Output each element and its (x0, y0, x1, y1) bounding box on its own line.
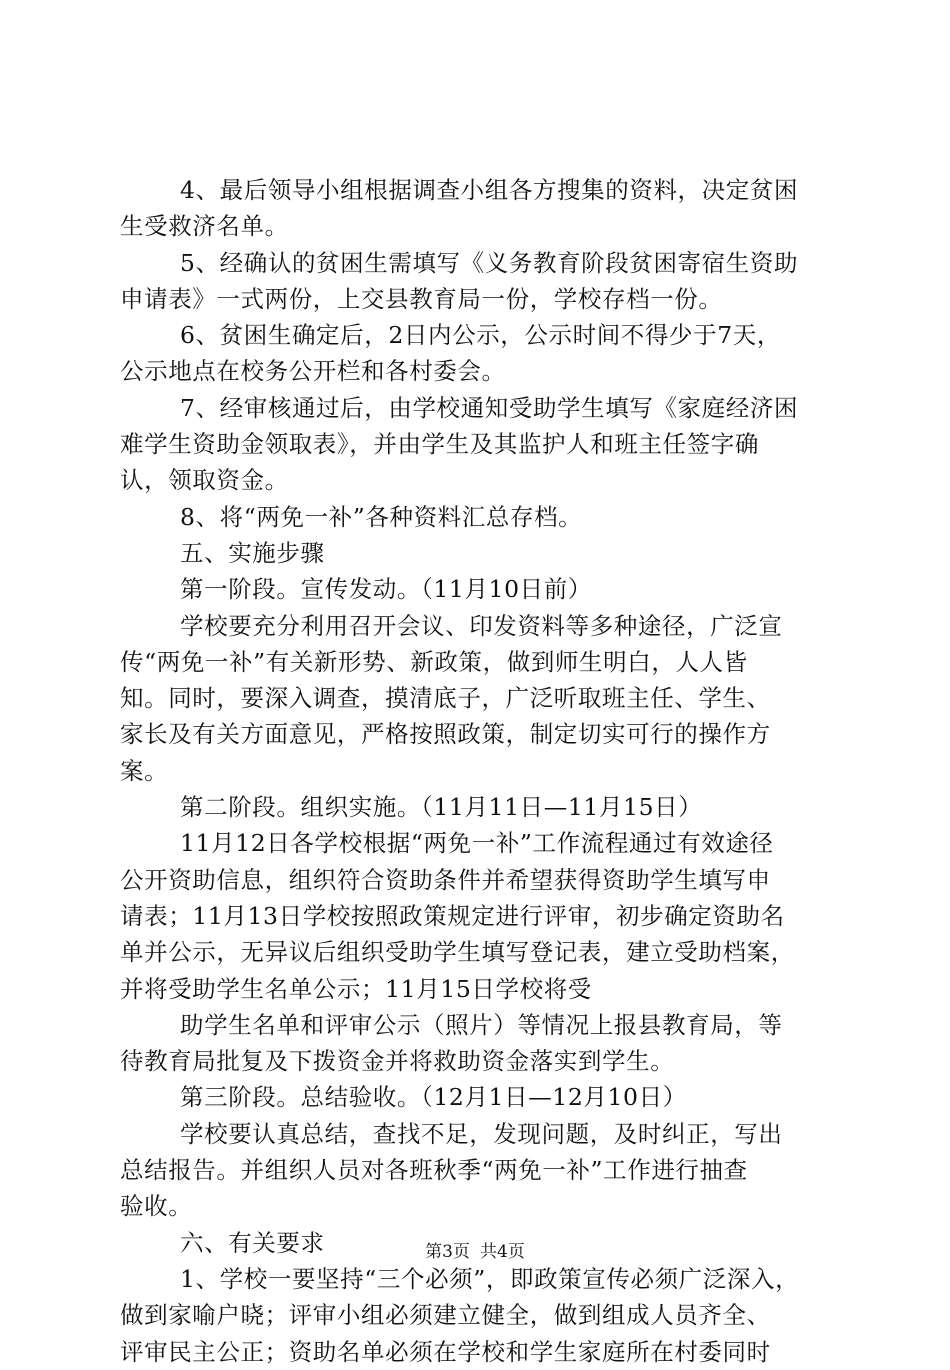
text-line: 评审民主公正；资助名单必须在学校和学生家庭所在村委同时 (120, 1337, 771, 1366)
text-line: 单并公示，无异议后组织受助学生填写登记表，建立受助档案， (120, 938, 795, 967)
text-line: 助学生名单和评审公示（照片）等情况上报县教育局，等 (180, 1010, 783, 1039)
text-line: 公示地点在校务公开栏和各村委会。 (120, 357, 506, 386)
text-line: 第三阶段。总结验收。（12月1日—12月10日） (180, 1083, 687, 1112)
text-line: 第二阶段。组织实施。（11月11日—11月15日） (180, 793, 703, 822)
text-line: 传“两免一补”有关新形势、新政策，做到师生明白，人人皆 (120, 647, 748, 676)
text-line: 家长及有关方面意见，严格按照政策，制定切实可行的操作方 (120, 720, 771, 749)
text-line: 请表；11月13日学校按照政策规定进行评审，初步确定资助名 (120, 901, 785, 930)
text-line: 5、经确认的贫困生需填写《义务教育阶段贫困寄宿生资助 (180, 248, 799, 277)
page-footer (0, 1240, 950, 1264)
text-line: 并将受助学生名单公示；11月15日学校将受 (120, 974, 592, 1003)
text-line: 7、经审核通过后，由学校通知受助学生填写《家庭经济困 (180, 393, 799, 422)
text-line: 第一阶段。宣传发动。（11月10日前） (180, 575, 592, 604)
page-total: 共4页 (480, 1242, 525, 1262)
text-line: 待教育局批复及下拨资金并将救助资金落实到学生。 (120, 1047, 675, 1076)
text-line: 总结报告。并组织人员对各班秋季“两免一补”工作进行抽查 (120, 1156, 748, 1185)
page-number: 第3页 (425, 1242, 470, 1262)
text-line: 六、有关要求 (180, 1228, 325, 1257)
text-line: 做到家喻户晓；评审小组必须建立健全，做到组成人员齐全、 (120, 1301, 771, 1330)
text-line: 申请表》一式两份，上交县教育局一份，学校存档一份。 (120, 284, 723, 313)
text-line: 验收。 (120, 1192, 193, 1221)
text-line: 学校要充分利用召开会议、印发资料等多种途径，广泛宣 (180, 611, 783, 640)
document-body (120, 172, 832, 1370)
text-line: 认，领取资金。 (120, 466, 289, 495)
text-line: 知。同时，要深入调查，摸清底子，广泛听取班主任、学生、 (120, 684, 771, 713)
text-line: 难学生资助金领取表》，并由学生及其监护人和班主任签字确 (120, 430, 759, 459)
text-line: 生受救济名单。 (120, 212, 289, 241)
text-line: 11月12日各学校根据“两免一补”工作流程通过有效途径 (180, 829, 774, 858)
text-line: 案。 (120, 756, 169, 785)
text-line: 4、最后领导小组根据调查小组各方搜集的资料，决定贫困 (180, 176, 799, 204)
text-line: 8、将“两免一补”各种资料汇总存档。 (180, 502, 583, 531)
text-line: 1、学校一要坚持“三个必须”，即政策宣传必须广泛深入， (180, 1264, 800, 1293)
text-line: 学校要认真总结，查找不足，发现问题，及时纠正，写出 (180, 1119, 783, 1148)
text-line: 五、实施步骤 (180, 538, 325, 567)
text-line: 6、贫困生确定后，2日内公示，公示时间不得少于7天， (180, 321, 781, 350)
text-line: 公开资助信息，组织符合资助条件并希望获得资助学生填写申 (120, 865, 771, 894)
